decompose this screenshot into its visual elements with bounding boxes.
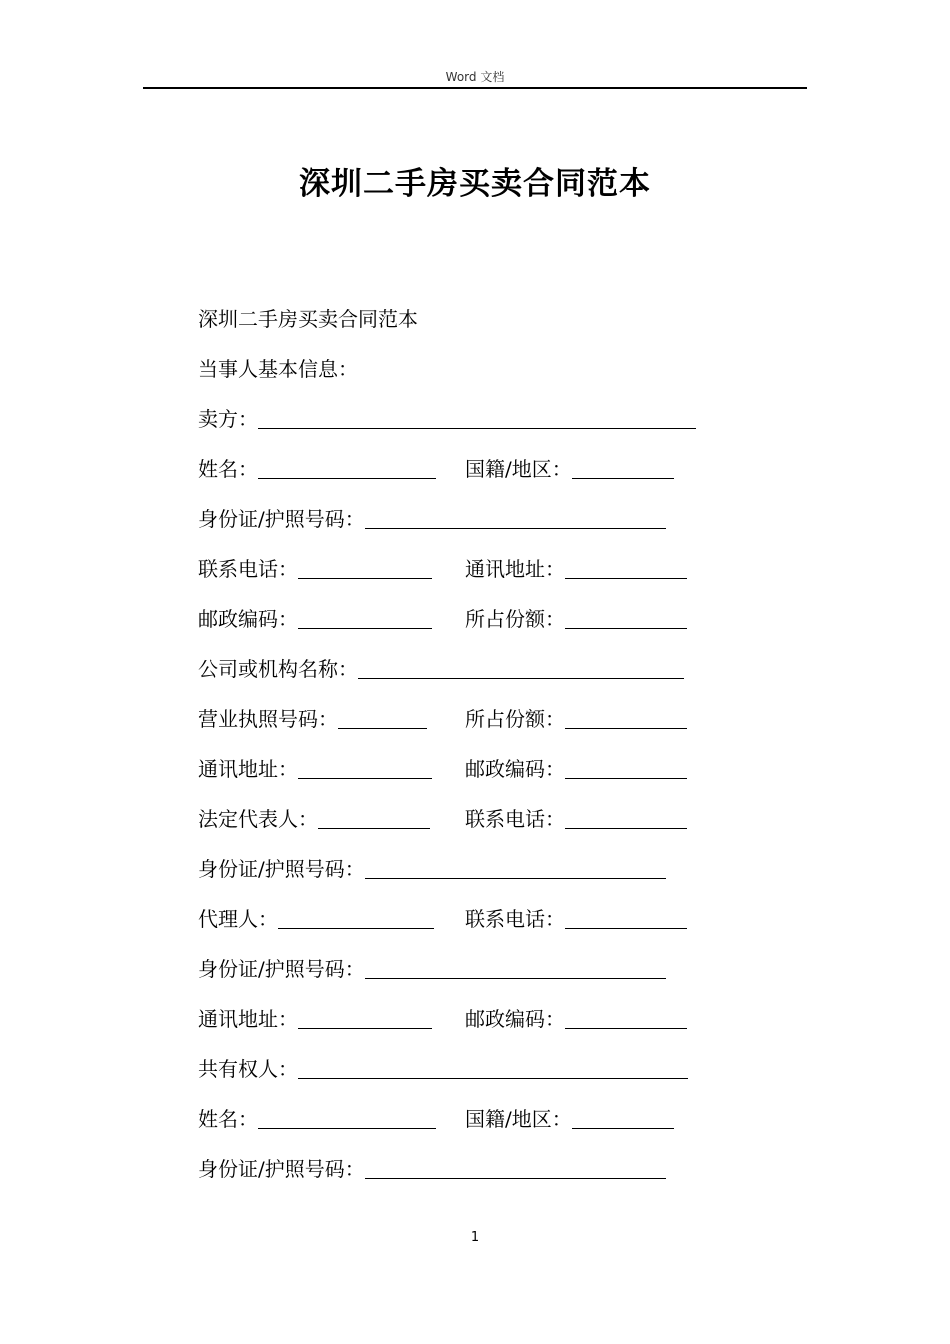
co-owner-line [198, 1042, 758, 1092]
co-owner-nationality-label: 国籍/地区： [465, 1106, 572, 1131]
company-address-label: 通讯地址： [198, 756, 298, 781]
agent-id-field[interactable] [365, 960, 666, 979]
contract-body [198, 292, 758, 1192]
co-owner-field[interactable] [298, 1060, 688, 1079]
agent-line [198, 892, 758, 942]
phone-field[interactable] [298, 560, 432, 579]
agent-address-line [198, 992, 758, 1042]
legal-rep-field[interactable] [318, 810, 430, 829]
address-label: 通讯地址： [465, 556, 565, 581]
agent-field[interactable] [278, 910, 434, 929]
share-field[interactable] [565, 610, 687, 629]
legal-rep-line [198, 792, 758, 842]
intro-text: 深圳二手房买卖合同范本 [198, 306, 418, 331]
co-owner-id-field[interactable] [365, 1160, 666, 1179]
share-label: 所占份额： [465, 606, 565, 631]
co-owner-label: 共有权人： [198, 1056, 298, 1081]
legal-rep-phone-label: 联系电话： [465, 806, 565, 831]
co-owner-id-line [198, 1142, 758, 1192]
header-rule [143, 87, 807, 89]
license-line [198, 692, 758, 742]
co-owner-name-label: 姓名： [198, 1106, 258, 1131]
nationality-label: 国籍/地区： [465, 456, 572, 481]
page-header: Word 文档 [445, 70, 505, 84]
agent-label: 代理人： [198, 906, 278, 931]
co-owner-name-field[interactable] [258, 1110, 436, 1129]
postcode-field[interactable] [298, 610, 432, 629]
company-postcode-field[interactable] [565, 760, 687, 779]
company-label: 公司或机构名称： [198, 656, 358, 681]
company-address-line [198, 742, 758, 792]
seller-phone-line [198, 542, 758, 592]
company-postcode-label: 邮政编码： [465, 756, 565, 781]
agent-phone-label: 联系电话： [465, 906, 565, 931]
section-heading-line [198, 342, 758, 392]
seller-name-line [198, 442, 758, 492]
legal-rep-id-line [198, 842, 758, 892]
company-field[interactable] [358, 660, 684, 679]
legal-rep-label: 法定代表人： [198, 806, 318, 831]
co-owner-id-label: 身份证/护照号码： [198, 1156, 365, 1181]
license-field[interactable] [338, 710, 427, 729]
seller-line [198, 392, 758, 442]
name-label: 姓名： [198, 456, 258, 481]
seller-label: 卖方： [198, 406, 258, 431]
seller-field[interactable] [258, 410, 696, 429]
agent-postcode-label: 邮政编码： [465, 1006, 565, 1031]
company-share-field[interactable] [565, 710, 687, 729]
company-line [198, 642, 758, 692]
agent-address-field[interactable] [298, 1010, 432, 1029]
agent-id-label: 身份证/护照号码： [198, 956, 365, 981]
company-address-field[interactable] [298, 760, 432, 779]
section-heading: 当事人基本信息： [198, 356, 358, 381]
legal-rep-phone-field[interactable] [565, 810, 687, 829]
seller-postcode-line [198, 592, 758, 642]
address-field[interactable] [565, 560, 687, 579]
nationality-field[interactable] [572, 460, 674, 479]
postcode-label: 邮政编码： [198, 606, 298, 631]
legal-rep-id-label: 身份证/护照号码： [198, 856, 365, 881]
name-field[interactable] [258, 460, 436, 479]
intro-line [198, 292, 758, 342]
id-label: 身份证/护照号码： [198, 506, 365, 531]
page-number: 1 [470, 1230, 480, 1245]
seller-id-line [198, 492, 758, 542]
agent-phone-field[interactable] [565, 910, 687, 929]
co-owner-nationality-field[interactable] [572, 1110, 674, 1129]
co-owner-name-line [198, 1092, 758, 1142]
agent-id-line [198, 942, 758, 992]
agent-postcode-field[interactable] [565, 1010, 687, 1029]
document-title: 深圳二手房买卖合同范本 [299, 166, 651, 202]
id-field[interactable] [365, 510, 666, 529]
agent-address-label: 通讯地址： [198, 1006, 298, 1031]
legal-rep-id-field[interactable] [365, 860, 666, 879]
license-label: 营业执照号码： [198, 706, 338, 731]
company-share-label: 所占份额： [465, 706, 565, 731]
phone-label: 联系电话： [198, 556, 298, 581]
